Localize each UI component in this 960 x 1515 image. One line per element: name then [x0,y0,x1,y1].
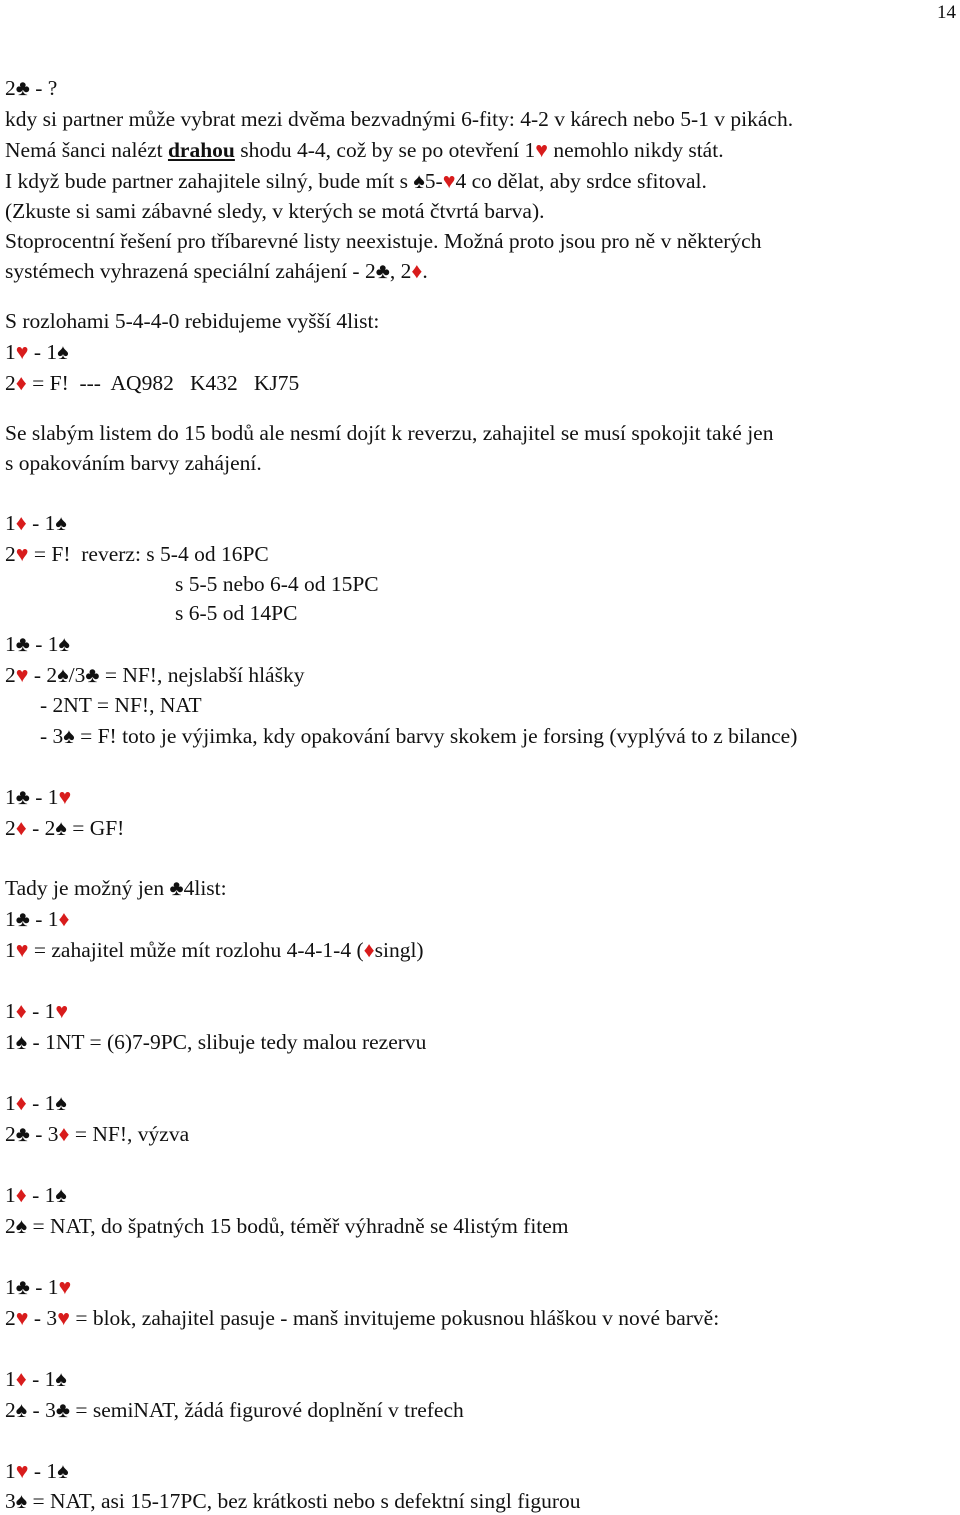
club-icon: ♣ [15,907,30,931]
club-icon: ♣ [15,785,30,809]
p7-bid2: 1♠ - 1NT = (6)7-9PC, slibuje tedy malou rezervu [5,1030,427,1054]
p1-line4: I když bude partner zahajitele silný, bude mít s ♠5-♥4 co dělat, aby srdce sfitoval. [5,169,707,193]
spade-icon: ♠ [15,1398,28,1422]
club-icon: ♣ [55,1398,70,1422]
p2-line1: S rozlohami 5-4-4-0 rebidujeme vyšší 4list: [5,309,380,333]
spade-icon: ♠ [57,340,69,364]
spade-icon: ♠ [15,1214,28,1238]
p10-bid2: 2♥ - 3♥ = blok, zahajitel pasuje - manš invitujeme pokusnou hláškou v nové barvě: [5,1306,720,1330]
spade-icon: ♠ [58,632,70,656]
p2-bid2: 2♦ = F! --- AQ982 K432 KJ75 [5,371,300,395]
spade-icon: ♠ [57,1459,69,1483]
p8-bid2: 2♣ - 3♦ = NF!, výzva [5,1122,190,1146]
p7-bid1: 1♦ - 1♥ [5,999,69,1023]
diamond-icon: ♦ [15,1091,27,1115]
p10-bid1: 1♣ - 1♥ [5,1275,72,1299]
heart-icon: ♥ [58,785,72,809]
diamond-icon: ♦ [15,816,27,840]
p11-bid1: 1♦ - 1♠ [5,1367,67,1391]
page-number: 14 [937,2,956,23]
p5-bid1: 1♣ - 1♥ [5,785,72,809]
heart-icon: ♥ [57,1306,70,1330]
spade-icon: ♠ [15,1489,28,1513]
p4-reverz-2: s 5-5 nebo 6-4 od 15PC [175,572,379,596]
p2-bid1: 1♥ - 1♠ [5,340,69,364]
p5-bid2: 2♦ - 2♠ = GF! [5,816,125,840]
p11-bid2: 2♠ - 3♣ = semiNAT, žádá figurové doplnění v trefech [5,1398,464,1422]
club-icon: ♣ [169,876,184,900]
p6-bid2: 1♥ = zahajitel může mít rozlohu 4-4-1-4 (♦singl) [5,938,424,962]
spade-icon: ♠ [55,1183,67,1207]
p4-bid6: - 3♠ = F! toto je výjimka, kdy opakování barvy skokem je forsing (vyplývá to z bilance) [40,724,798,748]
diamond-icon: ♦ [58,907,70,931]
p1-line7: systémech vyhrazená speciální zahájení - 2♣, 2♦. [5,259,428,283]
club-icon: ♣ [15,1275,30,1299]
p4-bid1: 1♦ - 1♠ [5,511,67,535]
p4-reverz-3: s 6-5 od 14PC [175,601,298,625]
p8-bid1: 1♦ - 1♠ [5,1091,67,1115]
p4-bid2: 2♥ = F! reverz: s 5-4 od 16PC [5,542,269,566]
diamond-icon: ♦ [58,1122,70,1146]
p4-bid3: 1♣ - 1♠ [5,632,70,656]
spade-icon: ♠ [57,663,69,687]
spade-icon: ♠ [413,169,425,193]
heart-icon: ♥ [15,340,29,364]
spade-icon: ♠ [55,511,67,535]
diamond-icon: ♦ [15,1183,27,1207]
p12-bid1: 1♥ - 1♠ [5,1459,69,1483]
diamond-icon: ♦ [15,999,27,1023]
heart-icon: ♥ [15,663,29,687]
heart-icon: ♥ [15,1459,29,1483]
club-icon: ♣ [15,76,30,100]
spade-icon: ♠ [15,1030,28,1054]
club-icon: ♣ [15,632,30,656]
p1-line5: (Zkuste si sami zábavné sledy, v kterých se motá čtvrtá barva). [5,199,545,223]
club-icon: ♣ [15,1122,30,1146]
diamond-icon: ♦ [411,259,423,283]
spade-icon: ♠ [55,816,67,840]
heart-icon: ♥ [442,169,456,193]
diamond-icon: ♦ [15,511,27,535]
p4-bid4: 2♥ - 2♠/3♣ = NF!, nejslabší hlášky [5,663,305,687]
heart-icon: ♥ [15,542,29,566]
diamond-icon: ♦ [15,1367,27,1391]
spade-icon: ♠ [55,1367,67,1391]
p6-bid1: 1♣ - 1♦ [5,907,70,931]
emphasis-drahou: drahou [167,138,235,162]
spade-icon: ♠ [63,724,75,748]
diamond-icon: ♦ [15,371,27,395]
p1-line3: Nemá šanci nalézt drahou shodu 4-4, což by se po otevření 1♥ nemohlo nikdy stát. [5,138,724,162]
diamond-icon: ♦ [363,938,375,962]
heart-icon: ♥ [15,1306,29,1330]
p9-bid2: 2♠ = NAT, do špatných 15 bodů, téměř výhradně se 4listým fitem [5,1214,569,1238]
p6-line1: Tady je možný jen ♣4list: [5,876,227,900]
p4-bid5: - 2NT = NF!, NAT [40,693,202,717]
spade-icon: ♠ [55,1091,67,1115]
heart-icon: ♥ [55,999,69,1023]
club-icon: ♣ [375,259,390,283]
p9-bid1: 1♦ - 1♠ [5,1183,67,1207]
p1-line1: 2♣ - ? [5,76,58,100]
p1-line2: kdy si partner může vybrat mezi dvěma bezvadnými 6-fity: 4-2 v kárech nebo 5-1 v pikách. [5,107,794,131]
p1-line6: Stoprocentní řešení pro tříbarevné listy neexistuje. Možná proto jsou pro ně v některých [5,229,762,253]
p3-line1: Se slabým listem do 15 bodů ale nesmí dojít k reverzu, zahajitel se musí spokojit také jen [5,421,774,445]
p3-line2: s opakováním barvy zahájení. [5,451,262,475]
p12-bid2: 3♠ = NAT, asi 15-17PC, bez krátkosti nebo s defektní singl figurou [5,1489,581,1513]
heart-icon: ♥ [535,138,548,162]
heart-icon: ♥ [15,938,29,962]
heart-icon: ♥ [58,1275,72,1299]
club-icon: ♣ [85,663,100,687]
